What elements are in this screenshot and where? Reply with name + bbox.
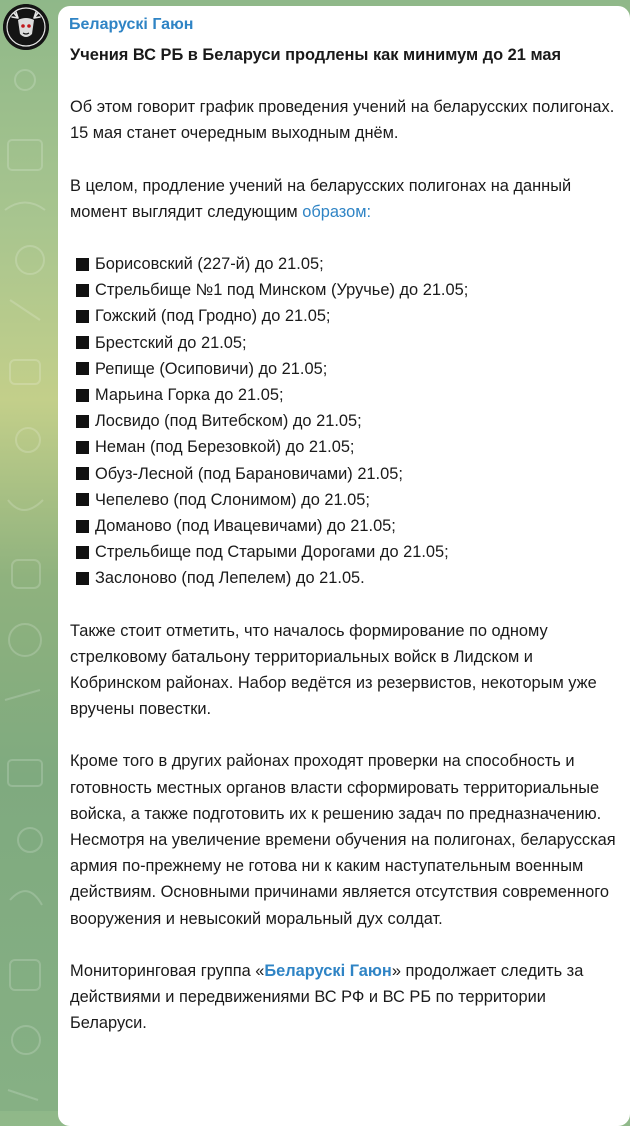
list-item: Лосвидо (под Витебском) до 21.05; — [70, 408, 616, 434]
black-square-icon — [76, 415, 89, 428]
image-link[interactable]: образом: — [302, 202, 372, 221]
list-item: Обуз-Лесной (под Барановичами) 21.05; — [70, 461, 616, 487]
paragraph-2 — [70, 173, 616, 225]
black-square-icon — [76, 572, 89, 585]
black-square-icon — [76, 389, 89, 402]
list-item: Заслоново (под Лепелем) до 21.05. — [70, 565, 616, 591]
list-item: Чепелево (под Слонимом) до 21.05; — [70, 487, 616, 513]
black-square-icon — [76, 441, 89, 454]
black-square-icon — [76, 546, 89, 559]
training-grounds-list — [70, 251, 616, 592]
paragraph-2-text: В целом, продление учений на беларусских полигонах на данный момент выглядит следующим — [70, 176, 572, 221]
list-item: Марьина Горка до 21.05; — [70, 382, 616, 408]
message-bubble — [58, 6, 630, 1126]
channel-logo-icon — [3, 4, 49, 50]
paragraph-5-before: Мониторинговая группа « — [70, 961, 265, 980]
list-item: Стрельбище №1 под Минском (Уручье) до 21.05; — [70, 277, 616, 303]
black-square-icon — [76, 467, 89, 480]
black-square-icon — [76, 493, 89, 506]
black-square-icon — [76, 336, 89, 349]
channel-avatar[interactable] — [3, 4, 49, 50]
channel-name-link[interactable]: Беларускі Гаюн — [69, 16, 194, 33]
paragraph-3: Также стоит отметить, что началось формирование по одному стрелковому батальону территориальных войск в Лидском и Кобринском районах. Набор ведётся из резервистов, некоторым уже вручены повестки. — [70, 621, 597, 719]
post-title: Учения ВС РБ в Беларуси продлены как минимум до 21 мая — [70, 46, 562, 64]
list-item: Репище (Осиповичи) до 21.05; — [70, 356, 616, 382]
paragraph-5 — [70, 958, 616, 1037]
message-text — [70, 42, 616, 1037]
black-square-icon — [76, 258, 89, 271]
black-square-icon — [76, 310, 89, 323]
list-item: Доманово (под Ивацевичами) до 21.05; — [70, 513, 616, 539]
black-square-icon — [76, 520, 89, 533]
list-item: Брестский до 21.05; — [70, 330, 616, 356]
paragraph-4: Кроме того в других районах проходят проверки на способность и готовность местных органов власти сформировать территориальные войска, а также подготовить их к решению задач по предназначению. Несмотря на увеличение времени обучения на полигонах, беларусская армия по-прежнему не готова ни к каким наступательным военным действиям. Основными причинами является отсутствия современного вооружения и невысокий моральный дух солдат. — [70, 752, 616, 928]
paragraph-1: Об этом говорит график проведения учений на беларусских полигонах. 15 мая станет очередным выходным днём. — [70, 98, 615, 143]
list-item: Неман (под Березовкой) до 21.05; — [70, 434, 616, 460]
list-item: Стрельбище под Старыми Дорогами до 21.05; — [70, 539, 616, 565]
channel-mention-link[interactable]: Беларускі Гаюн — [264, 961, 392, 980]
black-square-icon — [76, 362, 89, 375]
paragraph-5-after: » продолжает следить за действиями и передвижениями ВС РФ и ВС РБ по территории Беларуси. — [70, 961, 584, 1033]
list-item: Гожский (под Гродно) до 21.05; — [70, 303, 616, 329]
black-square-icon — [76, 284, 89, 297]
list-item: Борисовский (227-й) до 21.05; — [70, 251, 616, 277]
